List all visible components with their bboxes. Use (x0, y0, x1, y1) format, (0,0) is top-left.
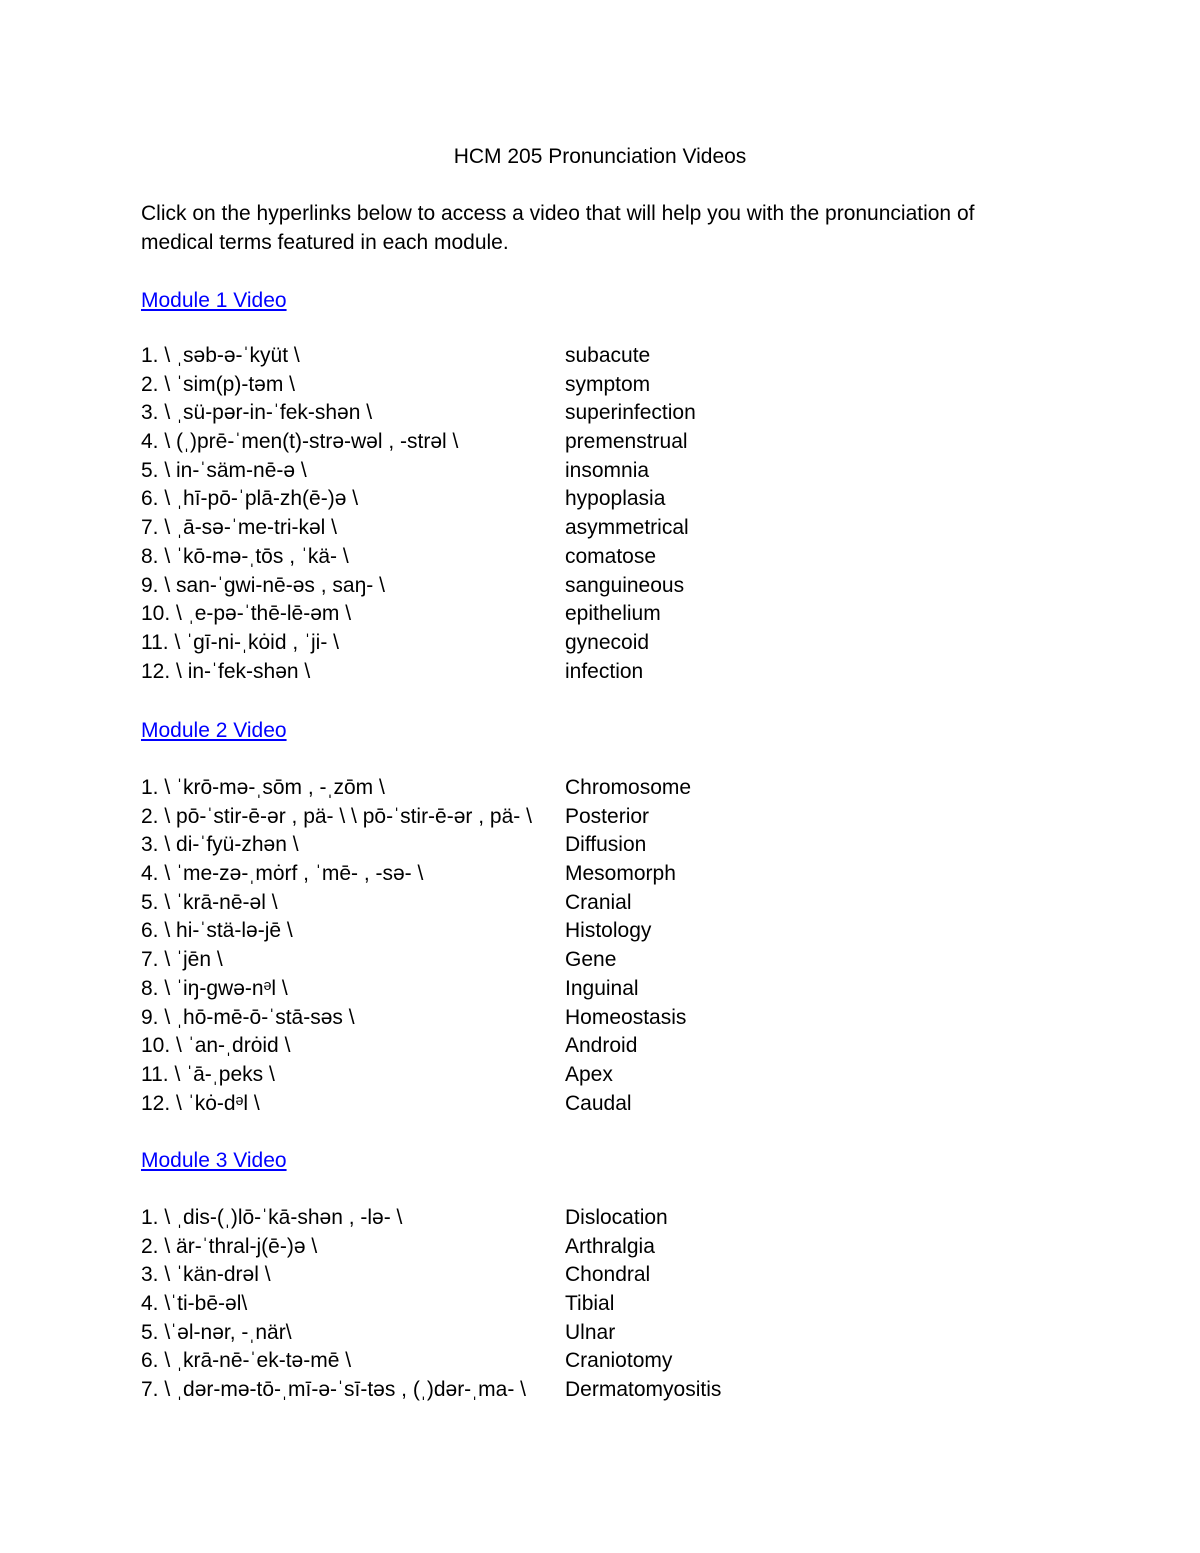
pronunciation: 11. \ ˈgī-ni-ˌkȯid , ˈji- \ (141, 630, 339, 654)
pronunciation: 6. \ hi-ˈstä-lə-jē \ (141, 919, 293, 943)
term-row (141, 1032, 941, 1061)
term-row (141, 1233, 941, 1262)
term-word: Cranial (565, 890, 632, 914)
pronunciation: 1. \ ˌsəb-ə-ˈkyüt \ (141, 344, 300, 367)
module-2-term-list (141, 774, 941, 1118)
term-word: Dermatomyositis (565, 1378, 722, 1402)
pronunciation: 3. \ di-ˈfyü-zhən \ (141, 833, 299, 857)
term-row (141, 600, 941, 629)
term-row (141, 342, 941, 371)
term-word: infection (565, 659, 644, 683)
pronunciation: 5. \ in-ˈsäm-nē-ə \ (141, 458, 307, 482)
term-word: premenstrual (565, 430, 688, 454)
term-word: Tibial (565, 1292, 615, 1316)
term-row (141, 572, 941, 601)
term-row (141, 946, 941, 975)
term-row (141, 860, 941, 889)
pronunciation: 12. \ ˈkȯ-dᵊl \ (141, 1091, 260, 1115)
term-row (141, 485, 941, 514)
term-word: asymmetrical (565, 516, 689, 540)
module-1-video-link[interactable]: Module 1 Video (141, 289, 287, 312)
pronunciation: 8. \ ˈkō-mə-ˌtōs , ˈkä- \ (141, 544, 349, 568)
pronunciation: 4. \ (ˌ)prē-ˈmen(t)-strə-wəl , -strəl \ (141, 430, 459, 454)
term-word: Apex (565, 1062, 613, 1086)
term-row (141, 1004, 941, 1033)
pronunciation: 12. \ in-ˈfek-shən \ (141, 659, 311, 683)
pronunciation: 10. \ ˈan-ˌdrȯid \ (141, 1034, 291, 1058)
term-row (141, 457, 941, 486)
term-row (141, 629, 941, 658)
term-word: Chromosome (565, 776, 692, 799)
pronunciation: 8. \ ˈiŋ-gwə-nᵊl \ (141, 976, 288, 1000)
term-row (141, 1347, 941, 1376)
term-row (141, 399, 941, 428)
term-word: Histology (565, 919, 652, 943)
intro-paragraph (141, 200, 1041, 257)
module-1-term-list (141, 342, 941, 686)
term-word: Android (565, 1034, 638, 1058)
term-word: hypoplasia (565, 487, 666, 511)
pronunciation: 5. \ˈəl-nər, -ˌnär\ (141, 1320, 292, 1344)
term-word: epithelium (565, 602, 661, 626)
pronunciation: 7. \ ˌdər-mə-tō-ˌmī-ə-ˈsī-təs , (ˌ)dər-ˌma- \ (141, 1378, 527, 1402)
term-row (141, 1261, 941, 1290)
term-row (141, 428, 941, 457)
term-row (141, 658, 941, 687)
module-3-video-link[interactable]: Module 3 Video (141, 1149, 287, 1172)
term-row (141, 1061, 941, 1090)
term-word: Craniotomy (565, 1349, 673, 1373)
term-row (141, 917, 941, 946)
pronunciation: 6. \ ˌhī-pō-ˈplā-zh(ē-)ə \ (141, 487, 359, 511)
term-word: insomnia (565, 458, 650, 482)
term-word: Arthralgia (565, 1234, 655, 1258)
pronunciation: 10. \ ˌe-pə-ˈthē-lē-əm \ (141, 602, 352, 626)
term-word: Homeostasis (565, 1005, 687, 1029)
term-word: gynecoid (565, 630, 650, 654)
term-row (141, 371, 941, 400)
pronunciation: 3. \ ˌsü-pər-in-ˈfek-shən \ (141, 401, 373, 425)
pronunciation: 1. \ ˈkrō-mə-ˌsōm , -ˌzōm \ (141, 776, 385, 799)
term-row (141, 1319, 941, 1348)
pronunciation: 4. \ ˈme-zə-ˌmȯrf , ˈmē- , -sə- \ (141, 862, 424, 886)
pronunciation: 7. \ ˈjēn \ (141, 948, 223, 972)
term-row (141, 889, 941, 918)
pronunciation: 6. \ ˌkrā-nē-ˈek-tə-mē \ (141, 1349, 352, 1373)
page-title: HCM 205 Pronunciation Videos (453, 145, 747, 168)
pronunciation: 11. \ ˈā-ˌpeks \ (141, 1062, 275, 1086)
pronunciation: 9. \ ˌhō-mē-ō-ˈstā-səs \ (141, 1005, 355, 1029)
term-row (141, 514, 941, 543)
pronunciation: 3. \ ˈkän-drəl \ (141, 1263, 271, 1287)
term-word: Mesomorph (565, 862, 676, 886)
pronunciation: 2. \ är-ˈthral-j(ē-)ə \ (141, 1234, 318, 1258)
module-3-term-list (141, 1204, 941, 1405)
term-row (141, 975, 941, 1004)
intro-line: Click on the hyperlinks below to access a video that will help you with the pronunciation of (141, 202, 975, 225)
pronunciation: 9. \ san-ˈgwi-nē-əs , saŋ- \ (141, 573, 385, 597)
term-word: Caudal (565, 1091, 632, 1115)
term-row (141, 1290, 941, 1319)
pronunciation: 4. \ˈti-bē-əl\ (141, 1292, 248, 1316)
pronunciation: 7. \ ˌā-sə-ˈme-tri-kəl \ (141, 516, 338, 540)
term-row (141, 803, 941, 832)
term-row (141, 543, 941, 572)
pronunciation: 2. \ pō-ˈstir-ē-ər , pä- \ \ pō-ˈstir-ē-ər , pä- \ (141, 804, 532, 828)
term-word: Dislocation (565, 1206, 668, 1229)
term-row (141, 774, 941, 803)
term-word: Gene (565, 948, 617, 972)
pronunciation: 2. \ ˈsim(p)-təm \ (141, 372, 296, 396)
term-row (141, 1204, 941, 1233)
term-row (141, 1376, 941, 1405)
term-word: superinfection (565, 401, 696, 425)
term-row (141, 831, 941, 860)
term-word: subacute (565, 344, 651, 367)
pronunciation: 1. \ ˌdis-(ˌ)lō-ˈkā-shən , -lə- \ (141, 1206, 403, 1229)
term-word: Diffusion (565, 833, 647, 857)
term-word: sanguineous (565, 573, 685, 597)
term-word: Ulnar (565, 1320, 616, 1344)
term-word: Posterior (565, 804, 650, 828)
term-word: comatose (565, 544, 657, 568)
term-row (141, 1090, 941, 1119)
term-word: Chondral (565, 1263, 651, 1287)
pronunciation: 5. \ ˈkrā-nē-əl \ (141, 890, 278, 914)
intro-line: medical terms featured in each module. (141, 230, 509, 254)
term-word: Inguinal (565, 976, 639, 1000)
term-word: symptom (565, 372, 651, 396)
module-2-video-link[interactable]: Module 2 Video (141, 719, 287, 742)
